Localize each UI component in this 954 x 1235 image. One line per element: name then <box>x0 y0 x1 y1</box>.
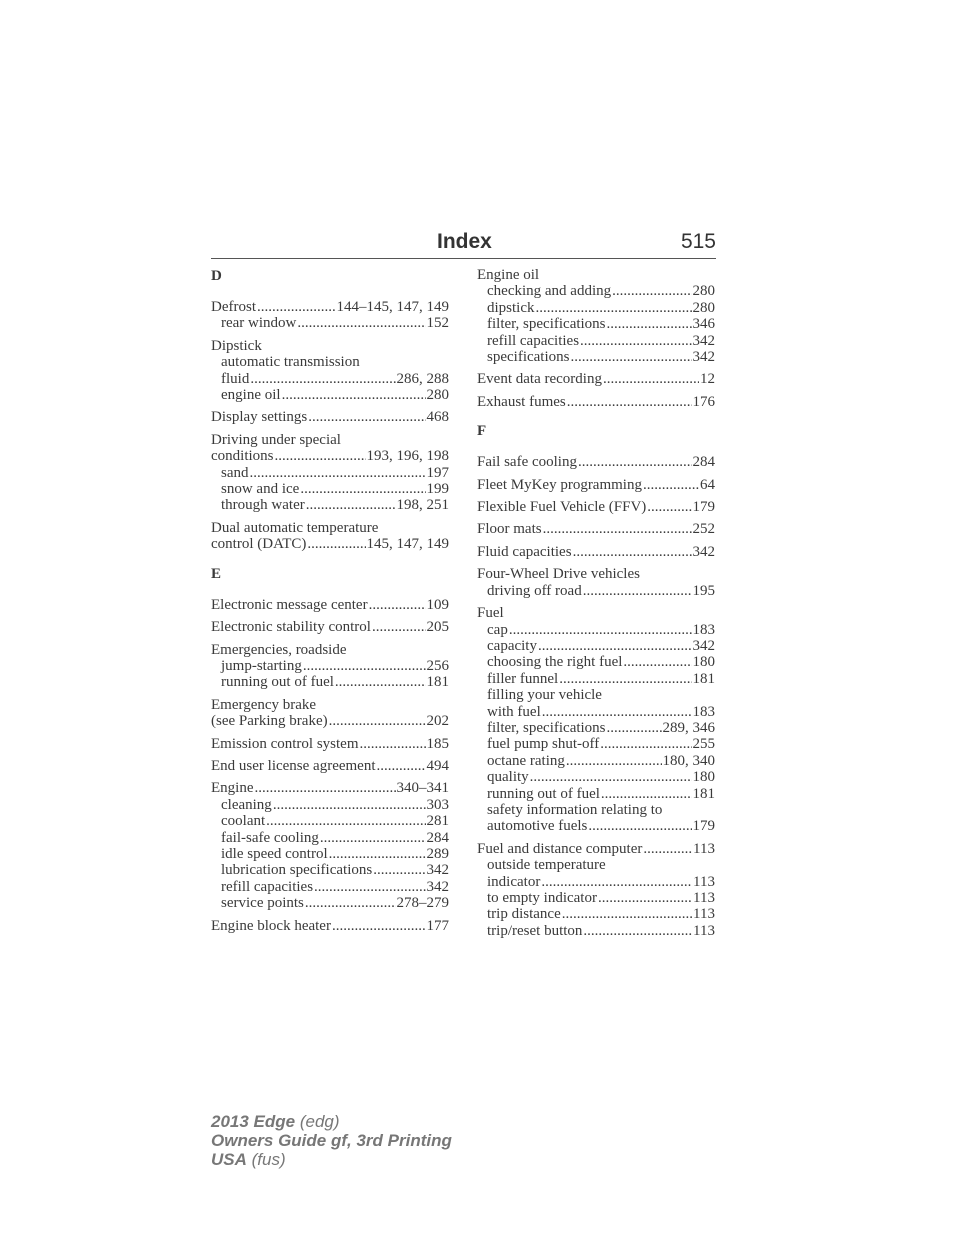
entry-page-ref: 145, 147, 149 <box>366 536 449 553</box>
entry-label: cleaning <box>221 796 272 813</box>
index-subentry-line <box>211 830 449 846</box>
dot-leader <box>373 862 425 878</box>
entry-label: refill capacities <box>487 332 580 349</box>
dot-leader <box>329 846 426 862</box>
entry-label: filter, specifications <box>487 719 606 736</box>
entry-label: sand <box>221 464 249 481</box>
index-subentry-line <box>211 879 449 895</box>
entry-page-ref: 289, 346 <box>662 719 715 736</box>
index-entry <box>477 521 715 537</box>
page-title: Index <box>437 230 492 253</box>
entry-label: trip/reset button <box>487 922 583 939</box>
entry-page-ref: 199 <box>426 481 449 498</box>
index-subentry-line <box>211 371 449 387</box>
dot-leader <box>559 671 691 687</box>
index-letter-heading: F <box>477 423 487 440</box>
index-subentry-line <box>211 497 449 513</box>
dot-leader <box>583 923 692 939</box>
entry-page-ref: 152 <box>426 315 449 332</box>
dot-leader <box>562 906 692 922</box>
index-subentry-line <box>477 857 715 873</box>
entry-label: lubrication specifications <box>221 862 373 879</box>
dot-leader <box>303 658 426 674</box>
page-footer <box>211 1112 452 1169</box>
dot-leader <box>335 674 426 690</box>
page-header <box>211 228 716 259</box>
index-subentry-line <box>477 753 715 769</box>
entry-label: Electronic message center <box>211 596 368 613</box>
entry-label: fail-safe cooling <box>221 829 319 846</box>
dot-leader <box>282 387 426 403</box>
entry-label: quality <box>487 769 529 786</box>
index-subentry-line <box>211 481 449 497</box>
index-entry-line <box>477 521 715 537</box>
entry-label: jump-starting <box>221 657 302 674</box>
entry-page-ref: 193, 196, 198 <box>366 448 449 465</box>
entry-label: Engine <box>211 780 254 797</box>
index-entry <box>211 619 449 635</box>
dot-leader <box>647 499 691 515</box>
entry-label: safety information relating to <box>487 801 663 818</box>
dot-leader <box>369 597 426 613</box>
entry-page-ref: 180 <box>692 769 715 786</box>
entry-page-ref: 289 <box>426 845 449 862</box>
entry-page-ref: 256 <box>426 657 449 674</box>
entry-page-ref: 177 <box>426 917 449 934</box>
index-entry <box>211 736 449 752</box>
entry-label: filter, specifications <box>487 316 606 333</box>
dot-leader <box>509 622 692 638</box>
index-entry <box>211 409 449 425</box>
entry-label: Exhaust fumes <box>477 393 566 410</box>
index-subentry-line <box>477 283 715 299</box>
index-subentry-line <box>477 818 715 834</box>
index-entry-line <box>211 713 449 729</box>
entry-page-ref: 346 <box>692 316 715 333</box>
index-entry <box>477 605 715 835</box>
entry-page-ref: 340–341 <box>396 780 449 797</box>
entry-page-ref: 303 <box>426 796 449 813</box>
index-entry-line <box>211 432 449 448</box>
index-entry-line <box>477 454 715 470</box>
entry-label: fuel pump shut-off <box>487 736 600 753</box>
dot-leader <box>607 316 692 332</box>
entry-label: driving off road <box>487 582 582 599</box>
entry-page-ref: 342 <box>692 543 715 560</box>
index-subentry-line <box>211 797 449 813</box>
index-subentry-line <box>477 671 715 687</box>
dot-leader <box>273 797 426 813</box>
entry-label: checking and adding <box>487 283 612 300</box>
index-subentry-line <box>477 786 715 802</box>
index-subentry-line <box>477 654 715 670</box>
entry-page-ref: 198, 251 <box>396 497 449 514</box>
index-subentry-line <box>211 658 449 674</box>
index-column-left <box>211 267 449 940</box>
entry-page-ref: 179 <box>692 499 715 516</box>
entry-label: conditions <box>211 448 274 465</box>
entry-label: dipstick <box>487 299 535 316</box>
entry-page-ref: 185 <box>426 735 449 752</box>
index-entry <box>211 758 449 774</box>
index-entry <box>477 544 715 560</box>
dot-leader <box>332 918 426 934</box>
index-entry <box>211 780 449 911</box>
entry-page-ref: 113 <box>693 906 715 923</box>
index-entry-line <box>477 477 715 493</box>
entry-page-ref: 280 <box>692 283 715 300</box>
entry-label: Engine block heater <box>211 917 331 934</box>
entry-page-ref: 176 <box>692 393 715 410</box>
entry-label: Four-Wheel Drive vehicles <box>477 566 640 583</box>
page-number: 515 <box>680 230 716 253</box>
index-entry <box>211 918 449 934</box>
entry-page-ref: 183 <box>692 703 715 720</box>
dot-leader <box>305 895 396 911</box>
index-entry-line <box>211 338 449 354</box>
dot-leader <box>603 371 699 387</box>
entry-label: Fuel and distance computer <box>477 840 643 857</box>
entry-label: specifications <box>487 349 570 366</box>
dot-leader <box>300 481 425 497</box>
entry-label: Defrost <box>211 299 256 315</box>
entry-label: capacity <box>487 637 537 654</box>
index-subentry-line <box>477 802 715 818</box>
index-subentry-line <box>211 315 449 331</box>
entry-label: Dual automatic temperature <box>211 519 379 536</box>
index-subentry-line <box>477 687 715 703</box>
entry-label: (see Parking brake) <box>211 713 328 730</box>
index-entry <box>477 371 715 387</box>
index-entry-line <box>211 697 449 713</box>
index-subentry-line <box>211 674 449 690</box>
entry-label: trip distance <box>487 906 561 923</box>
dot-leader <box>314 879 425 895</box>
dot-leader <box>320 830 426 846</box>
index-entry-line <box>211 736 449 752</box>
index-entry-line <box>211 409 449 425</box>
index-entry-line <box>211 448 449 464</box>
entry-label: service points <box>221 895 304 912</box>
entry-label: Event data recording <box>477 371 602 388</box>
entry-label: running out of fuel <box>487 785 600 802</box>
entry-label: Flexible Fuel Vehicle (FFV) <box>477 499 647 516</box>
index-subentry-line <box>211 846 449 862</box>
entry-page-ref: 180, 340 <box>662 752 715 769</box>
dot-leader <box>297 315 425 331</box>
index-column-right <box>477 267 715 945</box>
entry-label: Electronic stability control <box>211 619 371 636</box>
index-entry <box>477 499 715 515</box>
dot-leader <box>588 818 691 834</box>
entry-label: filling your vehicle <box>487 687 602 704</box>
index-entry-line <box>211 520 449 536</box>
index-entry <box>477 566 715 599</box>
index-subentry-line <box>211 354 449 370</box>
dot-leader <box>250 465 426 481</box>
entry-label: Fleet MyKey programming <box>477 476 642 493</box>
dot-leader <box>643 477 699 493</box>
entry-page-ref: 113 <box>693 873 715 890</box>
dot-leader <box>542 704 692 720</box>
dot-leader <box>541 874 692 890</box>
entry-page-ref: 202 <box>426 713 449 730</box>
entry-label: fluid <box>221 370 250 387</box>
dot-leader <box>307 536 365 552</box>
entry-label: with fuel <box>487 703 541 720</box>
index-subentry-line <box>477 890 715 906</box>
entry-label: refill capacities <box>221 878 314 895</box>
index-entry <box>211 597 449 613</box>
index-entry <box>477 394 715 410</box>
entry-page-ref: 113 <box>693 922 715 939</box>
entry-page-ref: 195 <box>692 582 715 599</box>
entry-label: Emergency brake <box>211 696 317 713</box>
dot-leader <box>266 813 425 829</box>
index-subentry-line <box>477 769 715 785</box>
entry-page-ref: 281 <box>426 813 449 830</box>
entry-label: Emergencies, roadside <box>211 641 347 658</box>
index-entry-line <box>211 299 449 315</box>
index-entry-line <box>477 371 715 387</box>
index-entry-line <box>211 642 449 658</box>
index-entry-line <box>477 841 715 857</box>
index-subentry-line <box>477 736 715 752</box>
entry-page-ref: 144–145, 147, 149 <box>336 299 449 315</box>
entry-label: control (DATC) <box>211 536 307 553</box>
index-entry-line <box>477 394 715 410</box>
footer-guide-line: Owners Guide gf, 3rd Printing <box>211 1131 452 1150</box>
index-letter-heading: D <box>211 268 222 284</box>
entry-page-ref: 181 <box>692 785 715 802</box>
dot-leader <box>623 654 691 670</box>
entry-label: outside temperature <box>487 857 606 874</box>
dot-leader <box>580 333 691 349</box>
entry-page-ref: 494 <box>426 757 449 774</box>
entry-page-ref: 181 <box>692 670 715 687</box>
index-entry-line <box>211 597 449 613</box>
entry-page-ref: 468 <box>426 409 449 426</box>
index-entry-line <box>211 536 449 552</box>
index-entry-line <box>477 544 715 560</box>
entry-page-ref: 342 <box>692 637 715 654</box>
dot-leader <box>250 371 395 387</box>
dot-leader <box>607 720 662 736</box>
entry-page-ref: 342 <box>692 332 715 349</box>
index-entry <box>211 432 449 514</box>
dot-leader <box>600 736 691 752</box>
index-entry <box>211 338 449 404</box>
dot-leader <box>570 349 691 365</box>
entry-page-ref: 205 <box>426 619 449 636</box>
entry-page-ref: 183 <box>692 621 715 638</box>
entry-page-ref: 179 <box>692 818 715 835</box>
footer-model-line: 2013 Edge (edg) <box>211 1112 340 1131</box>
footer-market-line: USA (fus) <box>211 1150 286 1169</box>
index-entry <box>477 477 715 493</box>
entry-label: choosing the right fuel <box>487 654 623 671</box>
dot-leader <box>530 769 692 785</box>
entry-page-ref: 197 <box>426 464 449 481</box>
dot-leader <box>612 283 691 299</box>
entry-label: Fluid capacities <box>477 543 572 560</box>
dot-leader <box>643 841 692 857</box>
dot-leader <box>566 753 662 769</box>
entry-page-ref: 342 <box>692 349 715 366</box>
entry-page-ref: 252 <box>692 521 715 538</box>
dot-leader <box>255 780 396 796</box>
entry-page-ref: 180 <box>692 654 715 671</box>
index-subentry-line <box>477 906 715 922</box>
entry-label: to empty indicator <box>487 890 597 906</box>
dot-leader <box>538 638 692 654</box>
entry-label: filler funnel <box>487 670 559 687</box>
entry-page-ref: 284 <box>426 829 449 846</box>
index-subentry-line <box>477 638 715 654</box>
index-subentry-line <box>211 465 449 481</box>
index-subentry-line <box>477 874 715 890</box>
dot-leader <box>306 497 396 513</box>
entry-label: Display settings <box>211 409 308 426</box>
index-subentry-line <box>477 923 715 939</box>
entry-page-ref: 113 <box>693 890 715 906</box>
dot-leader <box>543 521 692 537</box>
index-entry-line <box>477 267 715 283</box>
index-entry <box>211 299 449 332</box>
entry-page-ref: 280 <box>426 387 449 404</box>
entry-label: indicator <box>487 873 541 890</box>
entry-page-ref: 12 <box>700 371 715 388</box>
index-subentry-line <box>211 813 449 829</box>
index-entry-line <box>211 619 449 635</box>
entry-page-ref: 181 <box>426 674 449 691</box>
index-entry <box>477 841 715 939</box>
index-entry-line <box>477 605 715 621</box>
index-entry <box>477 267 715 365</box>
dot-leader <box>601 786 692 802</box>
entry-label: through water <box>221 497 305 514</box>
index-letter-heading: E <box>211 565 222 582</box>
dot-leader <box>308 409 425 425</box>
dot-leader <box>583 583 692 599</box>
dot-leader <box>275 448 366 464</box>
index-entry-line <box>211 758 449 774</box>
index-subentry-line <box>477 583 715 599</box>
index-entry-line <box>211 918 449 934</box>
entry-label: automotive fuels <box>487 818 588 835</box>
entry-label: idle speed control <box>221 845 328 862</box>
dot-leader <box>598 890 692 906</box>
entry-label: coolant <box>221 813 266 830</box>
entry-label: rear window <box>221 315 297 332</box>
dot-leader <box>573 544 692 560</box>
entry-label: automatic transmission <box>221 354 360 371</box>
entry-label: Driving under special <box>211 431 341 448</box>
entry-label: Fail safe cooling <box>477 454 577 471</box>
entry-label: Dipstick <box>211 337 262 354</box>
entry-page-ref: 64 <box>700 476 715 493</box>
index-subentry-line <box>477 704 715 720</box>
dot-leader <box>360 736 426 752</box>
dot-leader <box>329 713 426 729</box>
entry-label: Fuel <box>477 605 504 622</box>
index-entry <box>211 520 449 553</box>
index-entry <box>211 642 449 691</box>
dot-leader <box>257 299 336 315</box>
index-entry <box>477 454 715 470</box>
index-entry-line <box>477 566 715 582</box>
entry-label: running out of fuel <box>221 674 334 691</box>
entry-page-ref: 109 <box>426 596 449 613</box>
entry-label: engine oil <box>221 387 281 404</box>
entry-label: Floor mats <box>477 521 542 538</box>
entry-label: octane rating <box>487 752 565 769</box>
entry-page-ref: 284 <box>692 454 715 471</box>
index-entry-line <box>477 499 715 515</box>
entry-page-ref: 280 <box>692 299 715 316</box>
entry-page-ref: 255 <box>692 736 715 753</box>
index-subentry-line <box>211 387 449 403</box>
dot-leader <box>567 394 692 410</box>
index-subentry-line <box>211 895 449 911</box>
entry-page-ref: 286, 288 <box>396 370 449 387</box>
index-subentry-line <box>477 300 715 316</box>
dot-leader <box>377 758 426 774</box>
entry-label: End user license agreement <box>211 757 376 774</box>
entry-label: cap <box>487 621 508 638</box>
index-subentry-line <box>477 720 715 736</box>
index-entry-line <box>211 780 449 796</box>
index-subentry-line <box>477 333 715 349</box>
entry-page-ref: 342 <box>426 878 449 895</box>
entry-page-ref: 342 <box>426 862 449 879</box>
index-entry <box>211 697 449 730</box>
index-subentry-line <box>211 862 449 878</box>
dot-leader <box>578 454 692 470</box>
index-subentry-line <box>477 349 715 365</box>
dot-leader <box>372 619 426 635</box>
entry-page-ref: 278–279 <box>396 895 449 912</box>
entry-label: Emission control system <box>211 735 359 752</box>
index-subentry-line <box>477 316 715 332</box>
index-subentry-line <box>477 622 715 638</box>
entry-label: snow and ice <box>221 481 300 498</box>
entry-label: Engine oil <box>477 267 540 283</box>
dot-leader <box>536 300 692 316</box>
entry-page-ref: 113 <box>693 840 715 857</box>
